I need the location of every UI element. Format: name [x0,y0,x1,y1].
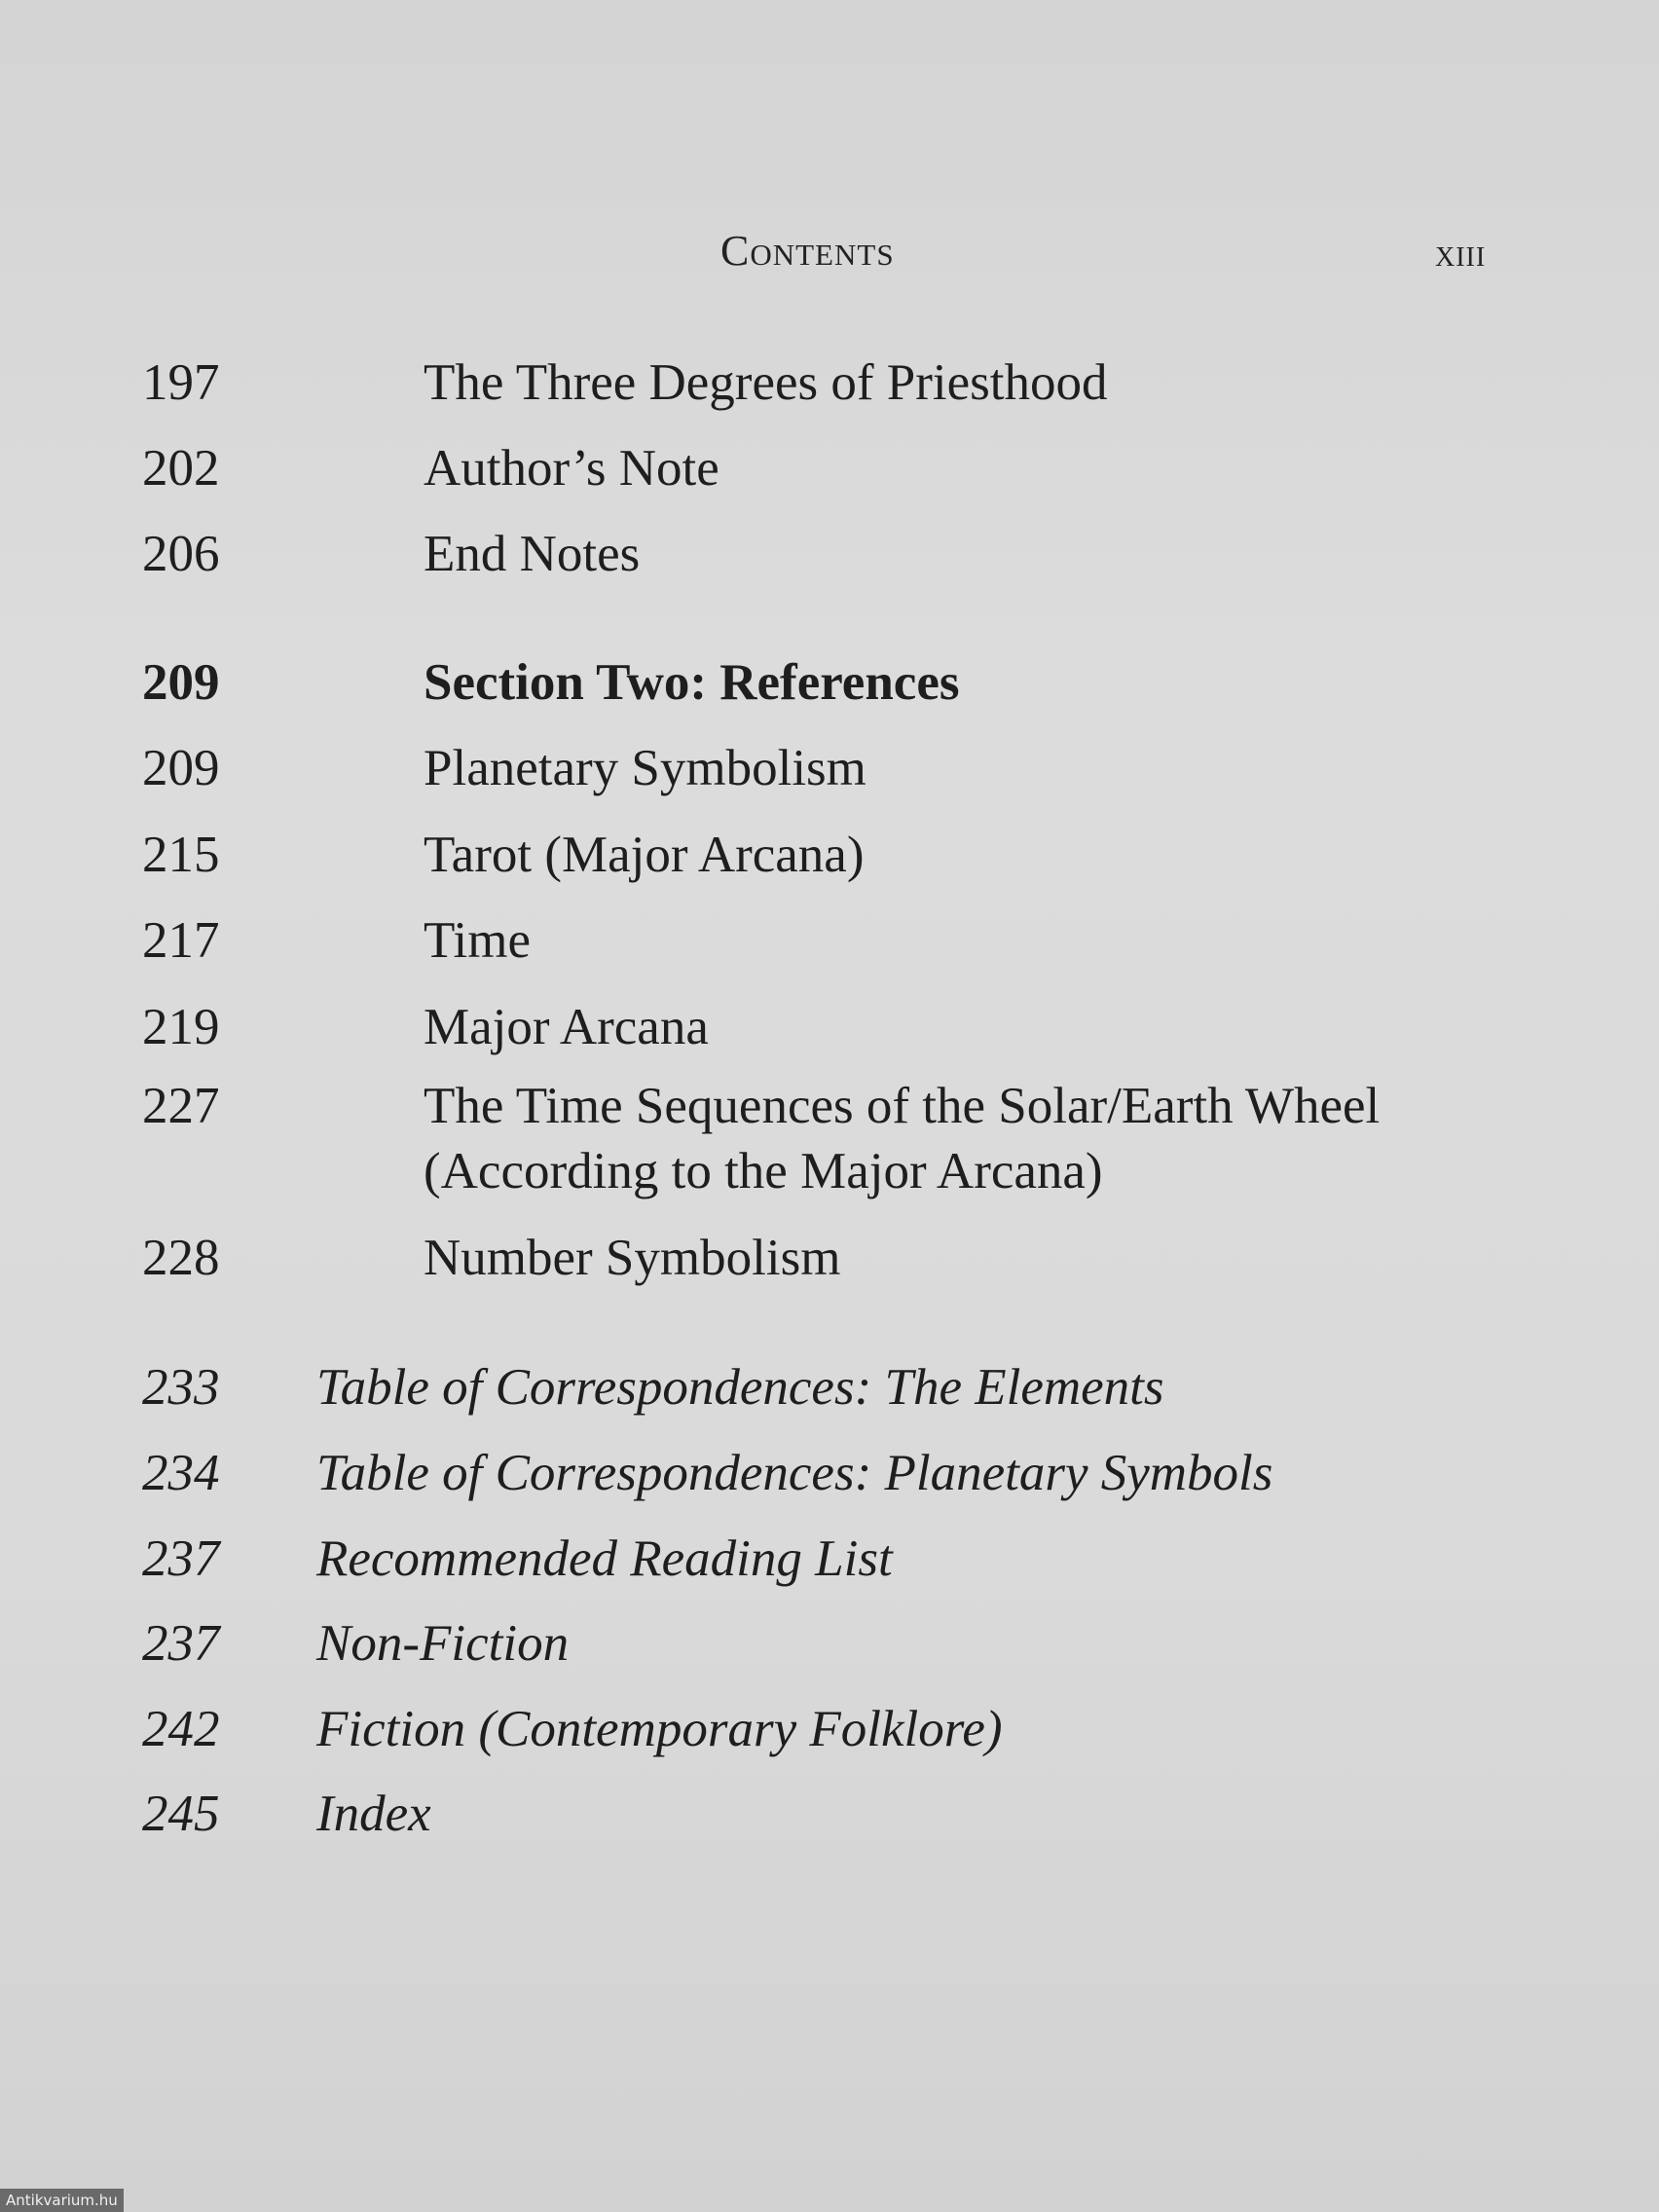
toc-title: The Time Sequences of the Solar/Earth Wheel [424,1078,1381,1134]
toc-page-number: 209 [142,740,220,796]
toc-page-number: 217 [142,912,220,969]
toc-page-number: 206 [142,526,220,582]
toc-page-number: 215 [142,827,220,883]
toc-page-number: 234 [142,1445,220,1501]
toc-page-number: 209 [142,654,220,711]
toc-page-number: 245 [142,1786,220,1842]
toc-title: Major Arcana [424,999,709,1055]
site-watermark: Antikvarium.hu [0,2189,124,2212]
toc-page-number: 227 [142,1078,220,1134]
toc-title: Section Two: References [424,654,960,711]
page-number: xiii [1435,231,1487,275]
toc-page-number: 237 [142,1530,220,1587]
running-title: Contents [720,227,895,275]
toc-page-number: 197 [142,354,220,411]
toc-title: Fiction (Contemporary Folklore) [316,1701,1003,1757]
toc-title: The Three Degrees of Priesthood [424,354,1108,411]
toc-title: Recommended Reading List [316,1530,893,1587]
toc-title: Tarot (Major Arcana) [424,827,865,883]
toc-title: Index [316,1786,431,1842]
toc-title: Table of Correspondences: Planetary Symbols [316,1445,1273,1501]
toc-page-number: 228 [142,1230,220,1286]
toc-page-number: 202 [142,440,220,497]
toc-title: Table of Correspondences: The Elements [316,1359,1164,1416]
toc-title: Number Symbolism [424,1230,841,1286]
toc-title: Planetary Symbolism [424,740,866,796]
toc-title: Time [424,912,531,969]
toc-title: End Notes [424,526,641,582]
toc-title: Author’s Note [424,440,719,497]
toc-title: Non-Fiction [316,1615,570,1672]
toc-page-number: 219 [142,999,220,1055]
toc-page-number: 242 [142,1701,220,1757]
toc-title-line2: (According to the Major Arcana) [424,1143,1103,1199]
running-header [0,226,1659,284]
toc-page-number: 233 [142,1359,220,1416]
toc-page-number: 237 [142,1615,220,1672]
